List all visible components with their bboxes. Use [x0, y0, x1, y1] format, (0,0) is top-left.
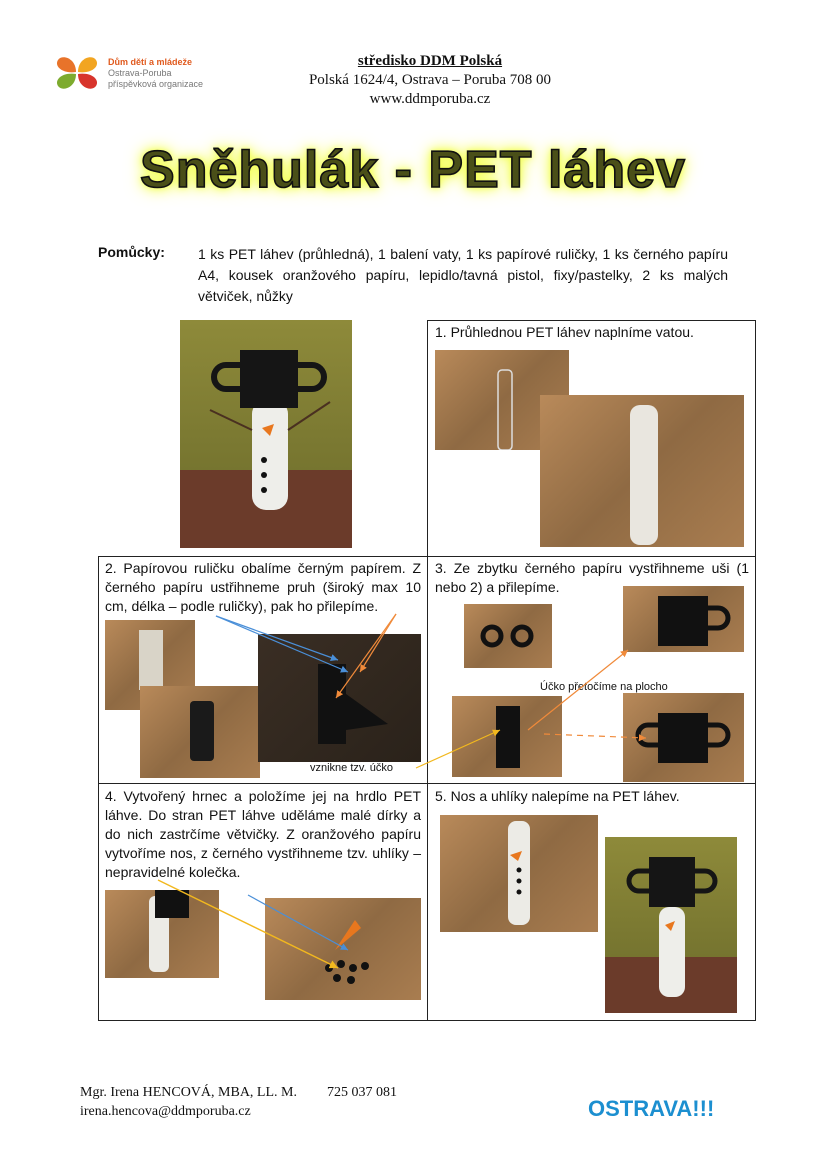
header-title: středisko DDM Polská	[357, 53, 503, 69]
note-ucko-flat: Účko přetočíme na plocho	[540, 681, 668, 693]
org-name: Dům dětí a mládeže	[108, 57, 193, 67]
footer-name: Mgr. Irena HENCOVÁ, MBA, LL. M.	[80, 1085, 297, 1100]
ddm-logo-icon	[54, 50, 100, 96]
footer-email: irena.hencova@ddmporuba.cz	[80, 1104, 251, 1119]
org-type: příspěvková organizace	[108, 79, 204, 89]
note-ucko: vznikne tzv. účko	[310, 762, 393, 774]
annotation-arrows	[98, 320, 756, 1021]
step-5-text: 5. Nos a uhlíky nalepíme na PET láhev.	[435, 788, 680, 804]
step-2-text: 2. Papírovou ruličku obalíme černým papírem. Z černého papíru ustřihneme pruh (široký max 10 cm, délka – podle ruličky), pak ho přilepíme.	[105, 560, 421, 614]
step-1-text: 1. Průhlednou PET láhev naplníme vatou.	[435, 324, 694, 340]
org-city: Ostrava-Poruba	[108, 68, 172, 78]
ostrava-logo: OSTRAVA!!!	[588, 1096, 715, 1121]
org-block	[108, 57, 203, 90]
header	[300, 52, 560, 109]
step-4-text: 4. Vytvořený hrnec a položíme jej na hrdlo PET láhve. Do stran PET láhve uděláme malé dírky a do nich zastrčíme větvičky. Z oranžového papíru vytvoříme nos, z černého vystřihneme tzv. uhlíky – nepravidelné kolečka.	[105, 788, 421, 880]
header-web: www.ddmporuba.cz	[369, 91, 491, 107]
page-title: Sněhulák - PET láhev	[140, 141, 686, 199]
step-3-text: 3. Ze zbytku černého papíru vystřihneme uši (1 nebo 2) a přilepíme.	[435, 560, 749, 595]
pomucky-text: 1 ks PET láhev (průhledná), 1 balení vaty, 1 ks papírové ruličky, 1 ks černého papíru A4, kousek oranžového papíru, lepidlo/tavná pistol, fixy/pastelky, 2 ks malých větviček, nůžky	[198, 246, 728, 304]
header-address: Polská 1624/4, Ostrava – Poruba 708 00	[308, 72, 552, 88]
pomucky-label: Pomůcky:	[98, 244, 165, 260]
footer-phone: 725 037 081	[326, 1085, 397, 1100]
footer-contact	[80, 1083, 397, 1121]
steps-grid	[98, 320, 756, 1021]
